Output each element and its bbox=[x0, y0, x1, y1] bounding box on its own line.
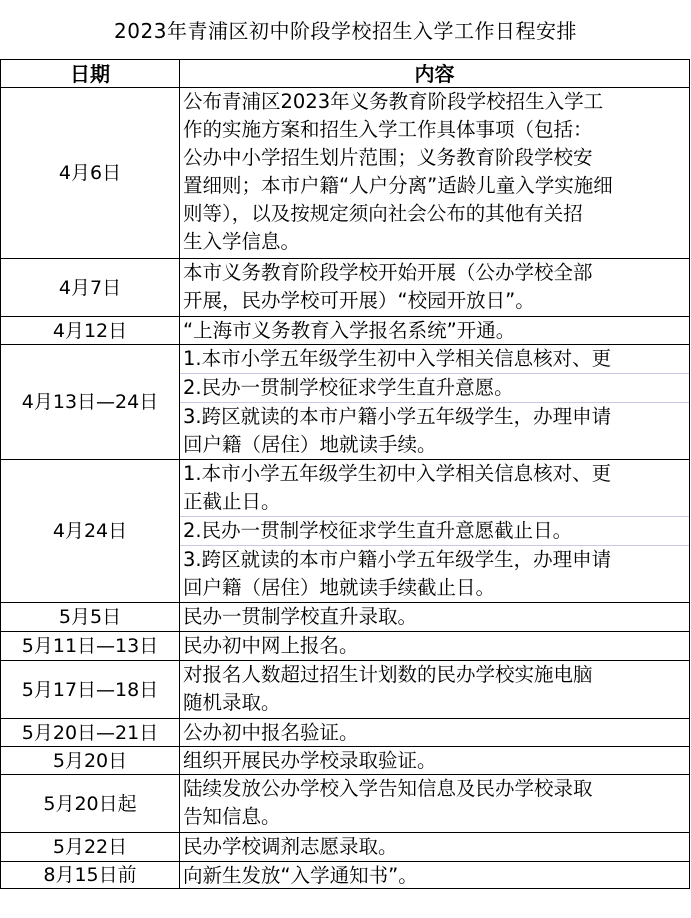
row-date: 4月7日 bbox=[1, 259, 180, 317]
row-date: 5月22日 bbox=[1, 833, 180, 862]
schedule-table bbox=[0, 59, 690, 889]
row-content bbox=[180, 259, 690, 317]
content-item: 民办初中网上报名。 bbox=[183, 634, 359, 657]
content-item: 3.跨区就读的本市户籍小学五年级学生，办理申请 回户籍（居住）地就读手续截止日。 bbox=[180, 545, 689, 602]
table-row bbox=[1, 661, 690, 719]
row-content bbox=[180, 833, 690, 862]
table-row bbox=[1, 862, 690, 889]
table-row bbox=[1, 747, 690, 775]
row-content bbox=[180, 661, 690, 719]
table-row bbox=[1, 317, 690, 345]
row-content bbox=[180, 747, 690, 775]
content-item: 陆续发放公办学校入学告知信息及民办学校录取 告知信息。 bbox=[183, 777, 593, 828]
content-item: 组织开展民办学校录取验证。 bbox=[183, 749, 437, 772]
header-date: 日期 bbox=[1, 60, 180, 88]
row-date: 5月20日 bbox=[1, 747, 180, 775]
content-item: 1.本市小学五年级学生初中入学相关信息核对、更 bbox=[183, 347, 612, 370]
row-date: 5月20日起 bbox=[1, 775, 180, 833]
content-item: 2.民办一贯制学校征求学生直升意愿截止日。 bbox=[180, 516, 689, 545]
row-date: 5月20日—21日 bbox=[1, 719, 180, 747]
table-row bbox=[1, 775, 690, 833]
row-content bbox=[180, 603, 690, 632]
content-item: 对报名人数超过招生计划数的民办学校实施电脑 随机录取。 bbox=[183, 663, 593, 714]
content-item: 公布青浦区2023年义务教育阶段学校招生入学工 作的实施方案和招生入学工作具体事项（包括： 公办中小学招生划片范围；义务教育阶段学校安 置细则；本市户籍“人户分离”适龄儿童入学实施细 则等），以及按规定须向社会公布的其他有关招 生入学信息。 bbox=[183, 90, 613, 253]
row-date: 4月12日 bbox=[1, 317, 180, 345]
content-item: 公办初中报名验证。 bbox=[183, 721, 359, 744]
table-row bbox=[1, 345, 690, 460]
row-content bbox=[180, 862, 690, 889]
row-content bbox=[180, 775, 690, 833]
content-item: 1.本市小学五年级学生初中入学相关信息核对、更 正截止日。 bbox=[183, 462, 612, 513]
row-content bbox=[180, 317, 690, 345]
content-item: “上海市义务教育入学报名系统”开通。 bbox=[183, 319, 516, 342]
table-row bbox=[1, 719, 690, 747]
table-row bbox=[1, 88, 690, 259]
row-date: 8月15日前 bbox=[1, 862, 180, 889]
row-content bbox=[180, 719, 690, 747]
content-item: 3.跨区就读的本市户籍小学五年级学生，办理申请 回户籍（居住）地就读手续。 bbox=[180, 402, 689, 459]
row-content bbox=[180, 460, 690, 603]
row-content bbox=[180, 632, 690, 661]
row-date: 4月6日 bbox=[1, 88, 180, 259]
table-row bbox=[1, 603, 690, 632]
content-item: 本市义务教育阶段学校开始开展（公办学校全部 开展，民办学校可开展）“校园开放日”。 bbox=[183, 261, 593, 312]
table-row bbox=[1, 833, 690, 862]
content-item: 民办学校调剂志愿录取。 bbox=[183, 835, 398, 858]
row-content bbox=[180, 345, 690, 460]
row-date: 5月11日—13日 bbox=[1, 632, 180, 661]
table-row bbox=[1, 460, 690, 603]
table-row bbox=[1, 259, 690, 317]
content-item: 2.民办一贯制学校征求学生直升意愿。 bbox=[180, 373, 689, 402]
row-date: 5月5日 bbox=[1, 603, 180, 632]
row-date: 4月13日—24日 bbox=[1, 345, 180, 460]
row-date: 4月24日 bbox=[1, 460, 180, 603]
table-row bbox=[1, 632, 690, 661]
content-item: 向新生发放“入学通知书”。 bbox=[183, 864, 418, 887]
row-content bbox=[180, 88, 690, 259]
sheet-title: 2023年青浦区初中阶段学校招生入学工作日程安排 bbox=[114, 19, 577, 43]
row-date: 5月17日—18日 bbox=[1, 661, 180, 719]
header-row bbox=[1, 60, 690, 88]
header-content: 内容 bbox=[180, 60, 690, 88]
content-item: 民办一贯制学校直升录取。 bbox=[183, 605, 418, 628]
